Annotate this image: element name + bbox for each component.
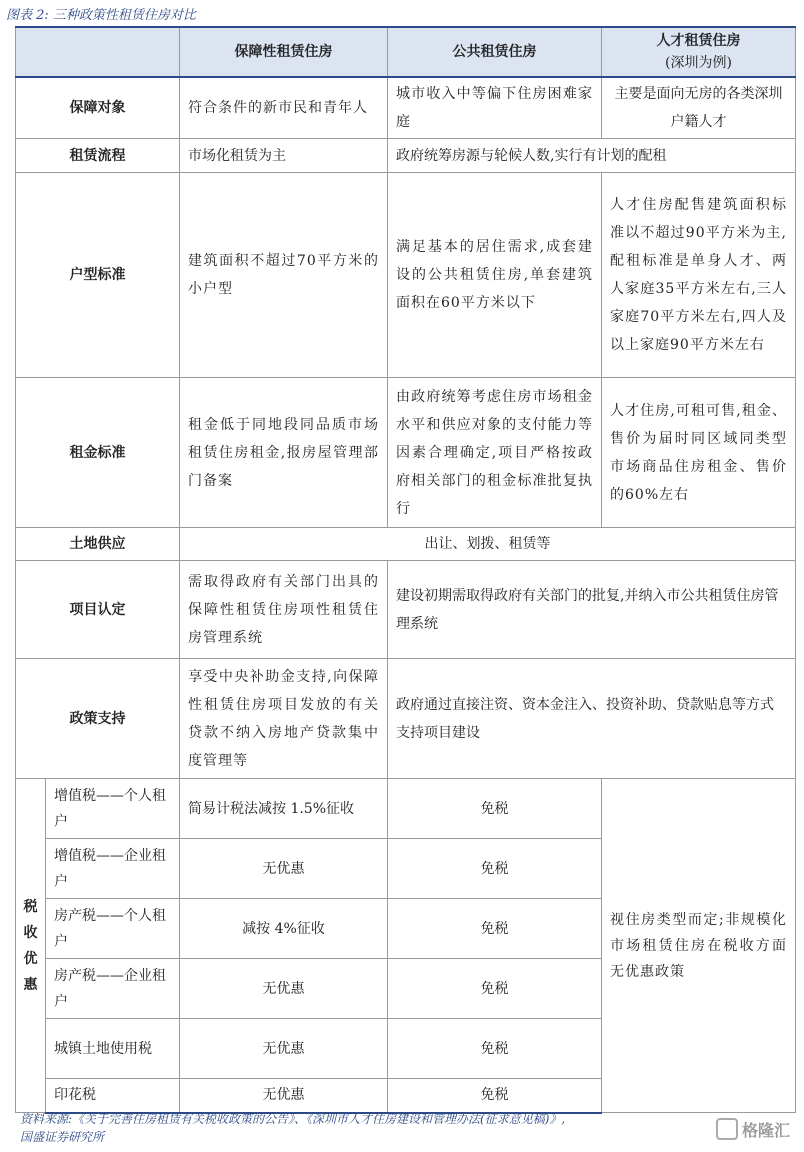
comparison-table — [15, 26, 796, 1114]
row-label: 土地供应 — [16, 528, 180, 561]
cell: 无优惠 — [180, 839, 388, 899]
table-row — [16, 528, 796, 561]
tax-item-name: 增值税——企业租户 — [46, 839, 180, 899]
cell: 建筑面积不超过70平方米的小户型 — [180, 173, 388, 378]
cell: 建设初期需取得政府有关部门的批复,并纳入市公共租赁住房管理系统 — [388, 561, 796, 659]
tax-category-char: 惠 — [23, 976, 38, 993]
cell: 符合条件的新市民和青年人 — [180, 77, 388, 139]
tax-item-name: 房产税——个人租户 — [46, 899, 180, 959]
watermark-logo-icon — [716, 1118, 738, 1140]
cell: 租金低于同地段同品质市场租赁住房租金,报房屋管理部门备案 — [180, 378, 388, 528]
cell: 免税 — [388, 779, 602, 839]
tax-item-name: 房产税——企业租户 — [46, 959, 180, 1019]
cell: 市场化租赁为主 — [180, 139, 388, 173]
row-label: 政策支持 — [16, 659, 180, 779]
table-row — [16, 139, 796, 173]
table-row — [16, 77, 796, 139]
header-col3 — [602, 27, 796, 77]
tax-note: 视住房类型而定;非规模化市场租赁住房在税收方面无优惠政策 — [602, 779, 796, 1113]
cell: 主要是面向无房的各类深圳户籍人才 — [602, 77, 796, 139]
tax-item-name: 印花税 — [46, 1079, 180, 1113]
tax-item-name: 增值税——个人租户 — [46, 779, 180, 839]
tax-category-char: 税 — [23, 898, 38, 915]
cell: 免税 — [388, 959, 602, 1019]
row-label: 户型标准 — [16, 173, 180, 378]
table-row — [16, 173, 796, 378]
source-line: 国盛证券研究所 — [20, 1130, 105, 1144]
header-blank — [16, 27, 180, 77]
cell: 减按 4%征收 — [180, 899, 388, 959]
watermark — [716, 1118, 790, 1141]
table-row — [16, 378, 796, 528]
row-label: 租赁流程 — [16, 139, 180, 173]
cell: 政府统筹房源与轮候人数,实行有计划的配租 — [388, 139, 796, 173]
table-row — [16, 561, 796, 659]
row-label: 保障对象 — [16, 77, 180, 139]
cell: 无优惠 — [180, 1019, 388, 1079]
cell: 免税 — [388, 1019, 602, 1079]
cell: 免税 — [388, 899, 602, 959]
cell: 免税 — [388, 1079, 602, 1113]
row-label: 项目认定 — [16, 561, 180, 659]
cell: 由政府统筹考虑住房市场租金水平和供应对象的支付能力等因素合理确定,项目严格按政府相关部门的租金标准批复执行 — [388, 378, 602, 528]
cell: 无优惠 — [180, 959, 388, 1019]
cell: 无优惠 — [180, 1079, 388, 1113]
header-row — [16, 27, 796, 77]
cell: 满足基本的居住需求,成套建设的公共租赁住房,单套建筑面积在60平方米以下 — [388, 173, 602, 378]
header-col3-title: 人才租赁住房 — [656, 33, 741, 49]
table-caption: 图表 2: 三种政策性租赁住房对比 — [6, 8, 196, 23]
table-row — [16, 659, 796, 779]
cell: 人才住房配售建筑面积标准以不超过90平方米为主,配租标准是单身人才、两人家庭35平方米左右,三人家庭70平方米左右,四人及以上家庭90平方米左右 — [602, 173, 796, 378]
source-note — [20, 1110, 720, 1146]
tax-item-name: 城镇土地使用税 — [46, 1019, 180, 1079]
watermark-text: 格隆汇 — [741, 1121, 790, 1140]
cell: 简易计税法减按 1.5%征收 — [180, 779, 388, 839]
cell: 享受中央补助金支持,向保障性租赁住房项目发放的有关贷款不纳入房地产贷款集中度管理等 — [180, 659, 388, 779]
tax-category — [16, 779, 46, 1113]
header-col1: 保障性租赁住房 — [180, 27, 388, 77]
tax-category-char: 收 — [23, 924, 38, 941]
cell: 需取得政府有关部门出具的保障性租赁住房项性租赁住房管理系统 — [180, 561, 388, 659]
header-col3-sub: (深圳为例) — [665, 55, 732, 71]
source-line: 资料来源:《关于完善住房租赁有关税收政策的公告》、《深圳市人才住房建设和管理办法(征求意见稿)》, — [20, 1112, 566, 1126]
cell: 免税 — [388, 839, 602, 899]
table-row — [16, 779, 796, 839]
row-label: 租金标准 — [16, 378, 180, 528]
tax-category-char: 优 — [23, 950, 38, 967]
cell: 城市收入中等偏下住房困难家庭 — [388, 77, 602, 139]
cell: 出让、划拨、租赁等 — [180, 528, 796, 561]
cell: 人才住房,可租可售,租金、售价为届时同区域同类型市场商品住房租金、售价的60%左右 — [602, 378, 796, 528]
cell: 政府通过直接注资、资本金注入、投资补助、贷款贴息等方式支持项目建设 — [388, 659, 796, 779]
header-col2: 公共租赁住房 — [388, 27, 602, 77]
